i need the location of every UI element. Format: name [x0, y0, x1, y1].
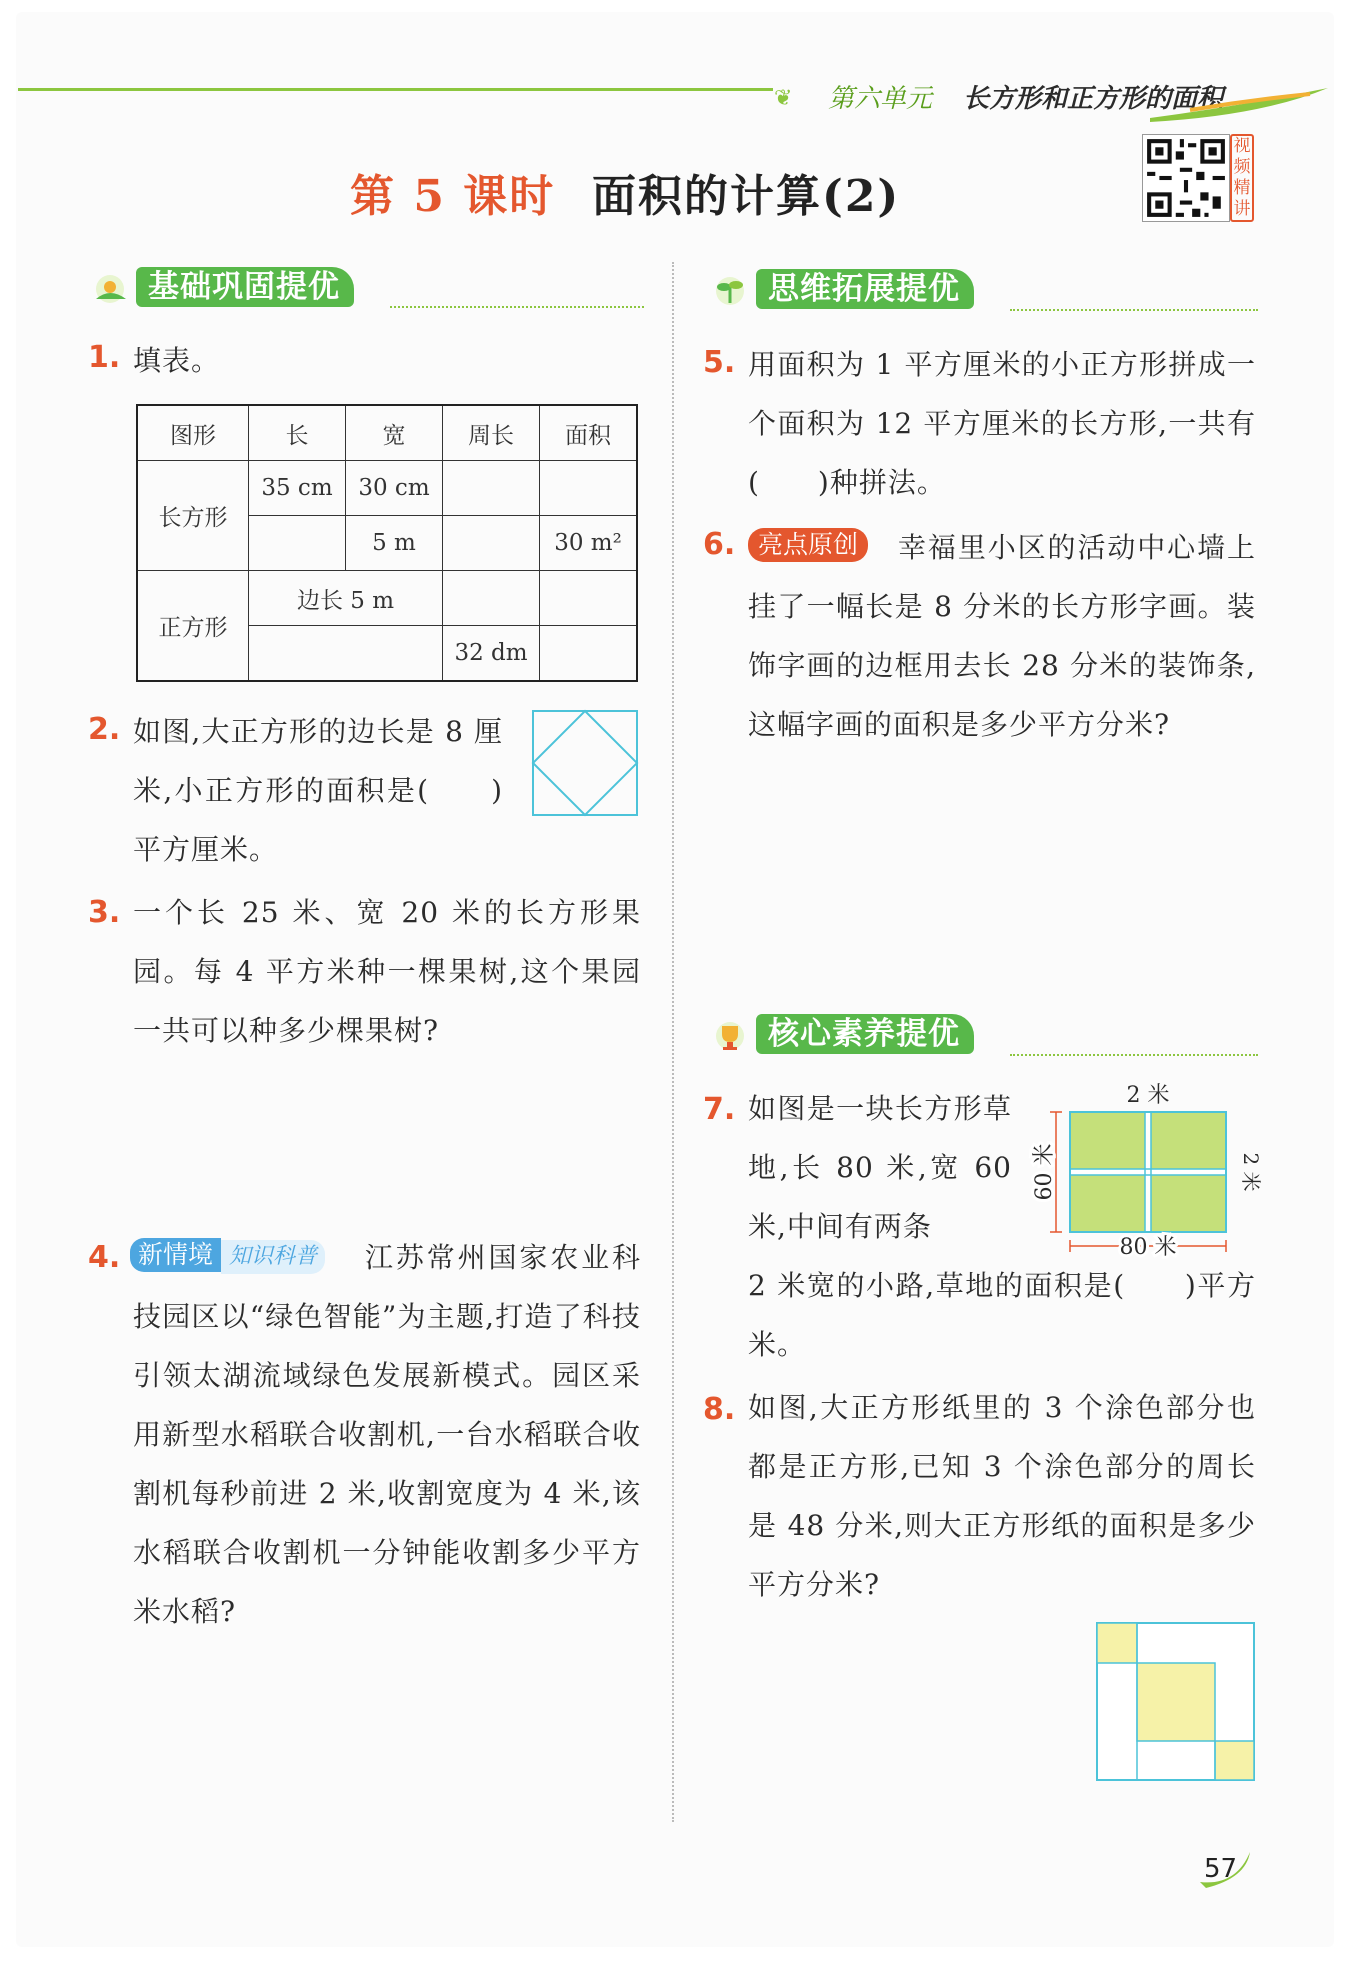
table-row-label: 正方形 — [137, 571, 249, 682]
table-header-cell: 宽 — [346, 405, 443, 461]
table-answer-cell[interactable] — [249, 516, 346, 571]
leaf-icon: ❦ — [774, 86, 793, 111]
question-number: 4. — [88, 1240, 121, 1275]
table-cell: 35 cm — [249, 461, 346, 516]
table-cell: 30 m² — [540, 516, 638, 571]
sprout-icon — [706, 267, 756, 311]
section-thinking-banner — [706, 267, 974, 311]
video-tag-char: 精 — [1233, 178, 1251, 198]
table-cell: 32 dm — [443, 626, 540, 682]
lawn-block — [1071, 1175, 1145, 1231]
label-length: 80 米 — [1119, 1235, 1177, 1260]
big-square — [533, 711, 637, 815]
table-header-row — [137, 405, 637, 461]
question-1-text: 填表。 — [133, 344, 221, 377]
section-core-banner — [706, 1012, 974, 1056]
lawn-block — [1151, 1175, 1225, 1231]
header-rule — [18, 88, 773, 91]
lesson-number: 第 5 课时 — [350, 171, 556, 222]
fill-table — [136, 404, 638, 682]
qr-code[interactable] — [1142, 134, 1230, 222]
tag-new-context: 新情境 — [130, 1238, 221, 1272]
table-header-cell: 图形 — [137, 405, 249, 461]
table-row — [137, 461, 637, 516]
question-7-text-a: 如图是一块长方形草地,长 80 米,宽 60 米,中间有两条 — [748, 1092, 1012, 1243]
figure-7-lawn — [1032, 1083, 1263, 1260]
video-tag-char: 频 — [1233, 157, 1251, 177]
section-basic-banner — [86, 265, 354, 309]
table-answer-cell[interactable] — [540, 571, 638, 626]
video-tag-char: 讲 — [1233, 199, 1251, 219]
section-thinking-label: 思维拓展提优 — [756, 269, 974, 309]
sun-icon — [86, 265, 136, 309]
section-rule — [390, 306, 644, 308]
table-header-cell: 面积 — [540, 405, 638, 461]
lesson-title: 面积的计算(2) — [592, 171, 901, 222]
unit-label: 第六单元 — [828, 84, 933, 114]
table-header-cell: 长 — [249, 405, 346, 461]
shaded-square-small — [1215, 1741, 1254, 1780]
figure-2-squares — [532, 710, 638, 816]
column-divider — [672, 262, 674, 1822]
figure-8-squares — [1096, 1622, 1256, 1782]
table-cell: 5 m — [346, 516, 443, 571]
question-2-text: 如图,大正方形的边长是 8 厘米,小正方形的面积是( )平方厘米。 — [133, 715, 503, 866]
tag-science: 知识科普 — [221, 1240, 325, 1274]
table-row — [137, 571, 637, 626]
section-rule — [1010, 309, 1258, 311]
label-width: 60 米 — [1032, 1143, 1057, 1201]
trophy-icon — [706, 1012, 756, 1056]
shaded-square-large — [1137, 1663, 1215, 1741]
question-6-text: 幸福里小区的活动中心墙上挂了一幅长是 8 分米的长方形字画。装饰字画的边框用去长 28 分米的装饰条,这幅字画的面积是多少平方分米? — [748, 531, 1256, 741]
swoosh-decoration — [1150, 86, 1330, 126]
page-number: 57 — [1204, 1854, 1238, 1884]
question-number: 7. — [703, 1092, 736, 1127]
tag-original: 亮点原创 — [748, 528, 868, 562]
question-number: 2. — [88, 712, 121, 747]
table-answer-cell[interactable] — [443, 461, 540, 516]
section-basic-label: 基础巩固提优 — [136, 267, 354, 307]
table-cell: 30 cm — [346, 461, 443, 516]
question-number: 6. — [703, 527, 736, 562]
chapter-title: 长方形和正方形的面积 — [963, 84, 1224, 114]
table-row-label: 长方形 — [137, 461, 249, 571]
question-7-text-b: 2 米宽的小路,草地的面积是( )平方米。 — [748, 1269, 1256, 1361]
section-core-label: 核心素养提优 — [756, 1014, 974, 1054]
label-path-width-top: 2 米 — [1126, 1083, 1170, 1108]
question-number: 1. — [88, 340, 121, 375]
question-5-text: 用面积为 1 平方厘米的小正方形拼成一个面积为 12 平方厘米的长方形,一共有( )种拼法。 — [748, 348, 1256, 499]
video-tag-char: 视 — [1233, 136, 1251, 156]
question-number: 3. — [88, 895, 121, 930]
table-answer-cell[interactable] — [540, 626, 638, 682]
question-8-text: 如图,大正方形纸里的 3 个涂色部分也都是正方形,已知 3 个涂色部分的周长是 48 分米,则大正方形纸的面积是多少平方分米? — [748, 1391, 1256, 1601]
question-3-text: 一个长 25 米、宽 20 米的长方形果园。每 4 平方米种一棵果树,这个果园一共可以种多少棵果树? — [133, 896, 641, 1047]
question-number: 5. — [703, 345, 736, 380]
table-answer-cell[interactable] — [443, 516, 540, 571]
question-number: 8. — [703, 1392, 736, 1427]
inner-square — [533, 711, 637, 815]
lawn-block — [1151, 1113, 1225, 1169]
label-path-width-right: 2 米 — [1239, 1152, 1263, 1192]
shaded-square-small — [1097, 1623, 1137, 1663]
question-4-text: 江苏常州国家农业科技园区以“绿色智能”为主题,打造了科技引领太湖流域绿色发展新模式。园区采用新型水稻联合收割机,一台水稻联合收割机每秒前进 2 米,收割宽度为 4 米,该水稻联合收割机一分钟能收割多少平方米水稻? — [133, 1241, 641, 1628]
table-answer-cell[interactable] — [249, 626, 443, 682]
table-cell: 边长 5 m — [249, 571, 443, 626]
table-answer-cell[interactable] — [443, 571, 540, 626]
lawn-block — [1071, 1113, 1145, 1169]
table-header-cell: 周长 — [443, 405, 540, 461]
section-rule — [1010, 1054, 1258, 1056]
video-tag[interactable] — [1230, 134, 1254, 222]
table-answer-cell[interactable] — [540, 461, 638, 516]
